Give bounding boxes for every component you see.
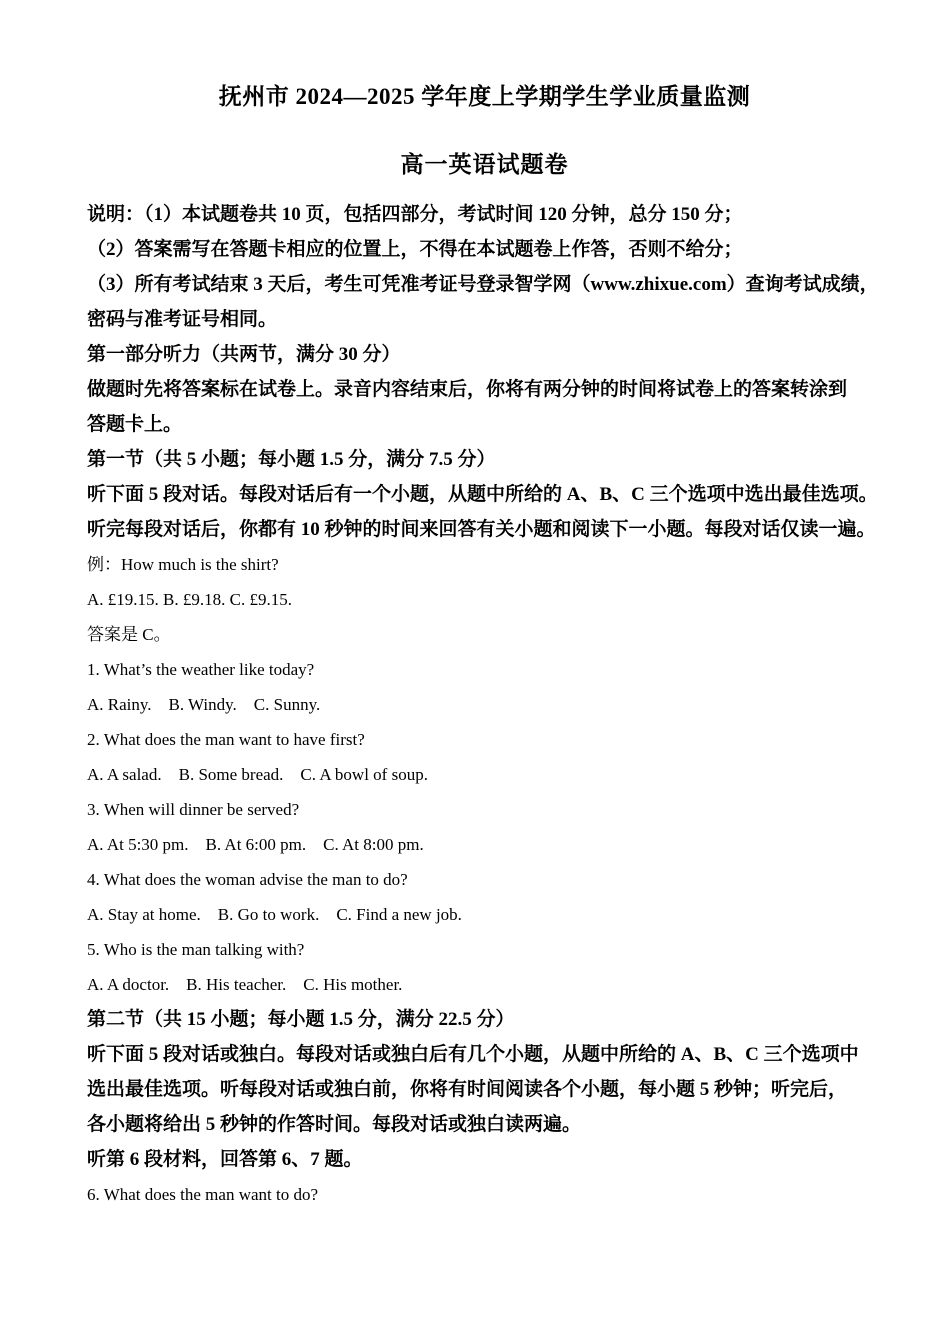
question-1-options: A. Rainy. B. Windy. C. Sunny.	[87, 695, 321, 714]
question-4-options: A. Stay at home. B. Go to work. C. Find a new job.	[87, 905, 462, 924]
section2-heading: 第二节（共 15 小题；每小题 1.5 分，满分 22.5 分）	[87, 1009, 515, 1030]
section2-directions-line-2: 选出最佳选项。听每段对话或独白前，你将有时间阅读各个小题，每小题 5 秒钟；听完后，	[87, 1079, 848, 1100]
question-3: 3. When will dinner be served?	[87, 800, 300, 819]
part1-note-line-1: 做题时先将答案标在试卷上。录音内容结束后，你将有两分钟的时间将试卷上的答案转涂到	[87, 379, 848, 400]
example-question: 例：How much is the shirt?	[87, 555, 279, 574]
example-answer: 答案是 C。	[87, 625, 171, 644]
section1-directions-line-1: 听下面 5 段对话。每段对话后有一个小题，从题中所给的 A、B、C 三个选项中选出最佳选项。	[87, 484, 878, 505]
question-6: 6. What does the man want to do?	[87, 1185, 319, 1204]
section2-directions-line-3: 各小题将给出 5 秒钟的作答时间。每段对话或独白读两遍。	[87, 1114, 582, 1135]
page-subtitle: 高一英语试题卷	[400, 152, 569, 177]
question-2-options: A. A salad. B. Some bread. C. A bowl of soup.	[87, 765, 428, 784]
section1-heading: 第一节（共 5 小题；每小题 1.5 分，满分 7.5 分）	[87, 449, 496, 470]
question-2: 2. What does the man want to have first?	[87, 730, 365, 749]
instructions-line-4: 密码与准考证号相同。	[87, 309, 278, 330]
part1-heading: 第一部分听力（共两节，满分 30 分）	[87, 344, 401, 365]
page-title: 抚州市 2024—2025 学年度上学期学生学业质量监测	[218, 84, 751, 109]
section1-directions-line-2: 听完每段对话后，你都有 10 秒钟的时间来回答有关小题和阅读下一小题。每段对话仅读一遍。	[87, 519, 876, 540]
section2-directions-line-1: 听下面 5 段对话或独白。每段对话或独白后有几个小题，从题中所给的 A、B、C 三个选项中	[87, 1044, 859, 1065]
document-body	[87, 197, 882, 1212]
instructions-line-1: 说明：（1）本试题卷共 10 页，包括四部分，考试时间 120 分钟，总分 150 分；	[87, 204, 743, 225]
material-6-prompt: 听第 6 段材料，回答第 6、7 题。	[87, 1149, 363, 1170]
question-4: 4. What does the woman advise the man to do?	[87, 870, 408, 889]
question-3-options: A. At 5:30 pm. B. At 6:00 pm. C. At 8:00 pm.	[87, 835, 424, 854]
part1-note-line-2: 答题卡上。	[87, 414, 183, 435]
question-1: 1. What’s the weather like today?	[87, 660, 315, 679]
question-5-options: A. A doctor. B. His teacher. C. His mother.	[87, 975, 403, 994]
instructions-line-2: （2）答案需写在答题卡相应的位置上，不得在本试题卷上作答，否则不给分；	[87, 239, 743, 260]
instructions-line-3: （3）所有考试结束 3 天后，考生可凭准考证号登录智学网（www.zhixue.com）查询考试成绩，	[87, 274, 879, 295]
example-options: A. £19.15. B. £9.18. C. £9.15.	[87, 590, 292, 609]
question-5: 5. Who is the man talking with?	[87, 940, 305, 959]
